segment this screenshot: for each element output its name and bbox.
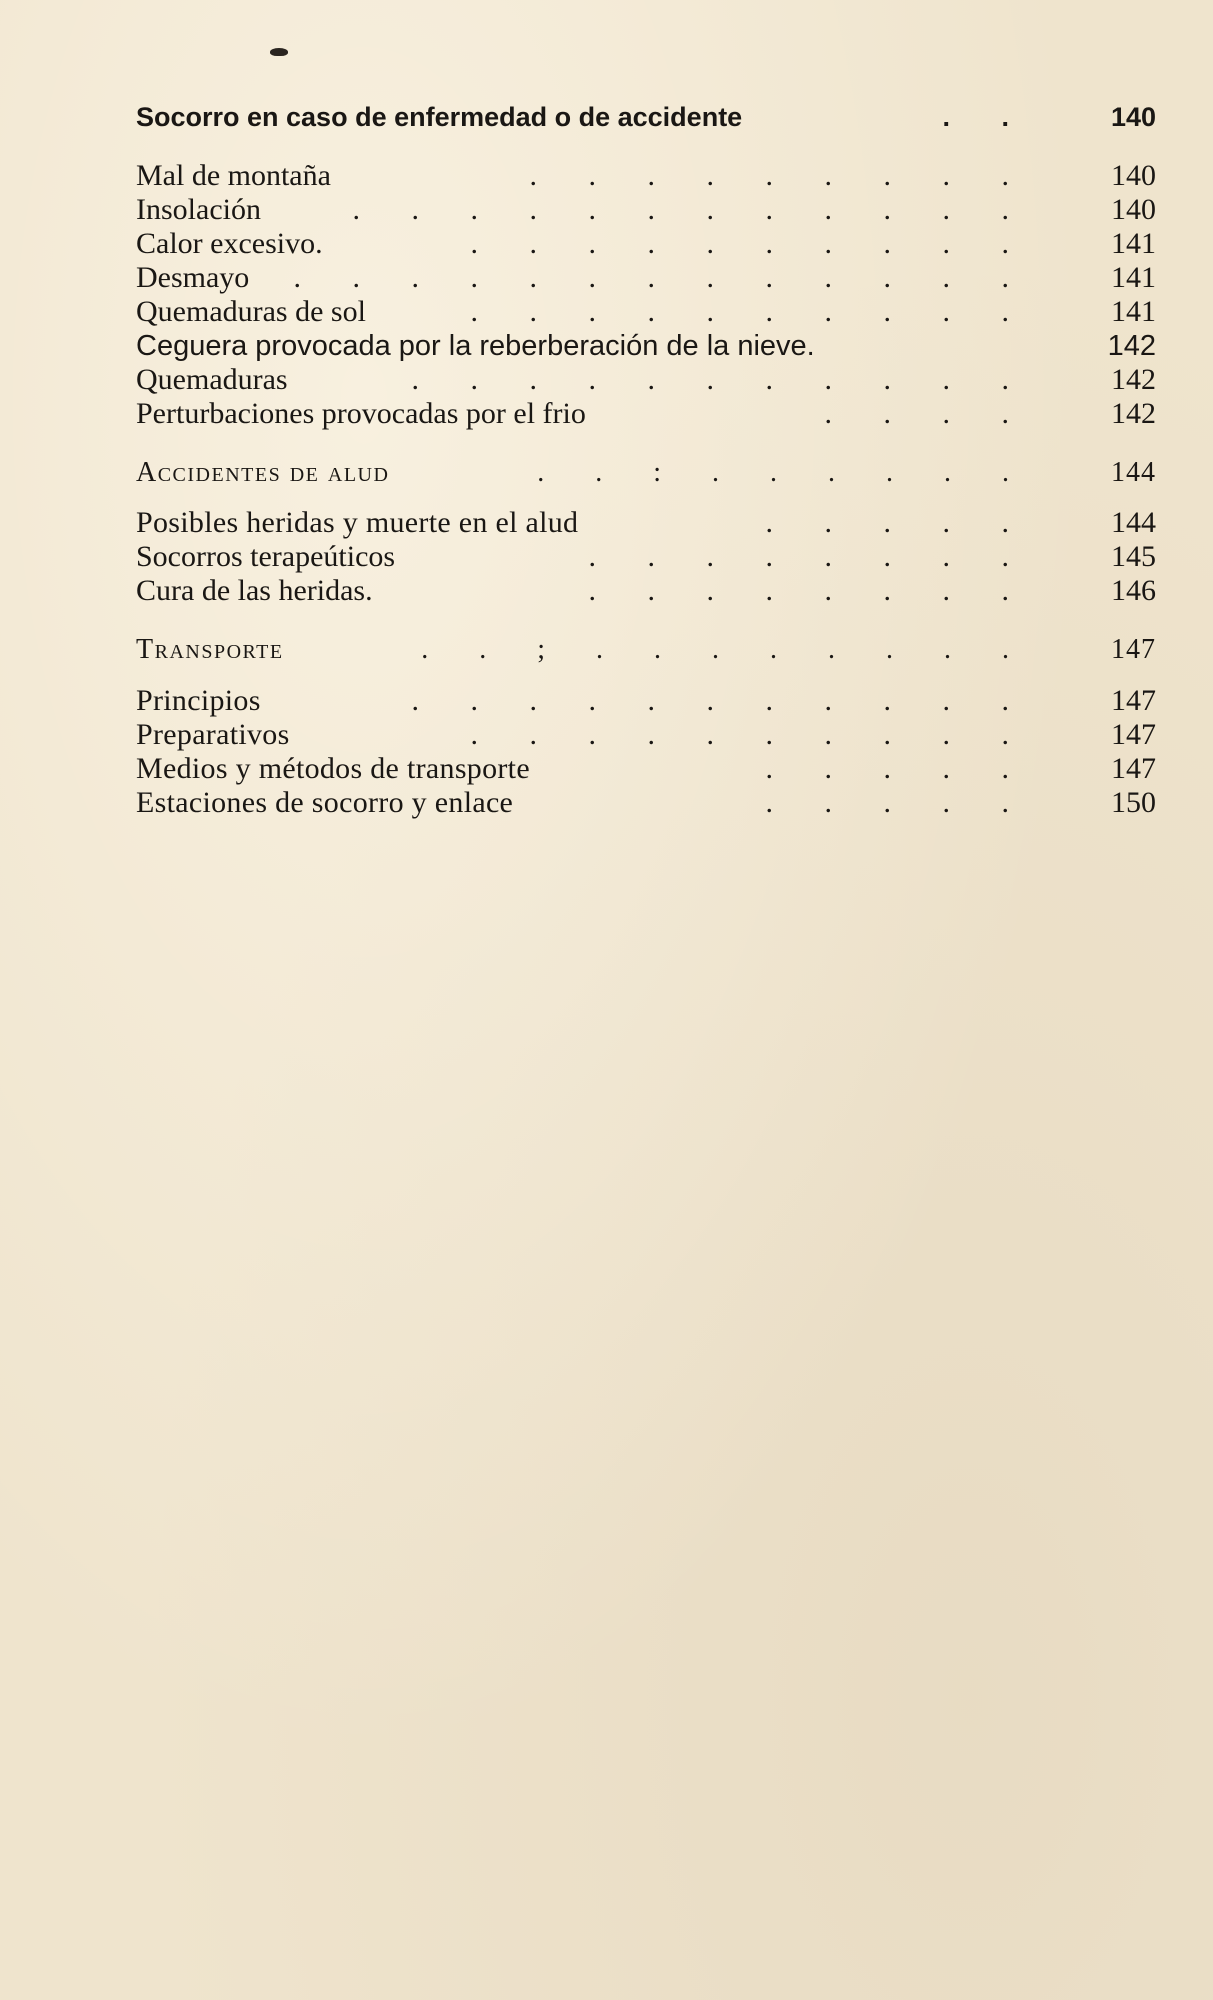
ink-mark — [270, 48, 288, 56]
dot-leader: . . . . . . . . . . . — [411, 363, 1031, 396]
dot-leader: . . ; . . . . . . . . — [421, 634, 1031, 665]
toc-entry-page: 147 — [1111, 718, 1156, 751]
toc-entry — [136, 193, 1156, 227]
toc-entry-page: 144 — [1111, 506, 1156, 539]
toc-entry — [136, 506, 1156, 540]
dot-leader: . . . . . . . . — [588, 574, 1031, 607]
toc-entry-label: Perturbaciones provocadas por el frio — [136, 397, 586, 430]
dot-leader: . . . . . . . . — [588, 540, 1031, 573]
toc-entry-page: 141 — [1111, 295, 1156, 328]
toc-entry-page: 147 — [1111, 684, 1156, 717]
toc-entry-label: Medios y métodos de transporte — [136, 752, 530, 785]
dot-leader: . . : . . . . . . — [537, 457, 1031, 488]
toc-heading-page: 147 — [1111, 634, 1156, 665]
dot-leader: . . . . . . . . . . . — [411, 684, 1031, 717]
toc-entry-page: 146 — [1111, 574, 1156, 607]
toc-entry — [136, 329, 1156, 363]
toc-entry — [136, 363, 1156, 397]
toc-entry-page: 150 — [1111, 786, 1156, 819]
toc-heading-label: Accidentes de alud — [136, 457, 390, 488]
toc-heading-page: 144 — [1111, 457, 1156, 488]
dot-leader: . . . . . . . . . . — [470, 295, 1031, 328]
toc-entry-page: 142 — [1111, 397, 1156, 430]
toc-section-heading — [136, 456, 1156, 490]
toc-entry-page: 142 — [1107, 330, 1156, 362]
dot-leader: . . . . . . . . . . — [470, 718, 1031, 751]
toc-entry-label: Cura de las heridas. — [136, 574, 373, 607]
toc-entry — [136, 159, 1156, 193]
toc-entry — [136, 786, 1156, 820]
toc-entry — [136, 752, 1156, 786]
toc-entry-page: 141 — [1111, 261, 1156, 294]
toc-entry — [136, 261, 1156, 295]
toc-entry-label: Insolación — [136, 193, 261, 226]
toc-entry-label: Principios — [136, 684, 261, 717]
toc-entry-label: Preparativos — [136, 718, 290, 751]
toc-entry-label: Quemaduras — [136, 363, 288, 396]
toc-entry-page: 140 — [1111, 193, 1156, 226]
toc-entry-page: 142 — [1111, 363, 1156, 396]
toc-section-heading — [136, 633, 1156, 667]
dot-leader: . . . . . — [765, 752, 1031, 785]
toc-entry — [136, 684, 1156, 718]
toc-entry-page: 147 — [1111, 752, 1156, 785]
toc-entry-page: 140 — [1111, 159, 1156, 192]
toc-entry-page: 141 — [1111, 227, 1156, 260]
toc-entry — [136, 718, 1156, 752]
toc-entry-label: Calor excesivo. — [136, 227, 323, 260]
dot-leader: . . . . . — [765, 786, 1031, 819]
toc-entry-label: Socorros terapeúticos — [136, 540, 396, 573]
toc-section-heading — [136, 100, 1156, 134]
toc-entry-label: Ceguera provocada por la reberberación de la nieve. — [136, 330, 815, 362]
toc-entry — [136, 540, 1156, 574]
dot-leader: . . . . . — [765, 506, 1031, 539]
dot-leader: . . . . . . . . . — [529, 159, 1031, 192]
toc-entry-label: Quemaduras de sol — [136, 295, 366, 328]
toc-entry-page: 145 — [1111, 540, 1156, 573]
toc-entry-label: Posibles heridas y muerte en el alud — [136, 506, 579, 539]
dot-leader: . . . . . . . . . . . . . — [293, 261, 1031, 294]
toc-heading-page: 140 — [1110, 102, 1156, 132]
toc-heading-label: Transporte — [136, 634, 284, 665]
toc-entry-label: Mal de montaña — [136, 159, 331, 192]
toc-entry-label: Desmayo — [136, 261, 250, 294]
toc-heading-label: Socorro en caso de enfermedad o de accidente — [136, 102, 743, 132]
dot-leader: . . . . . . . . . . . . — [352, 193, 1031, 226]
toc-entry — [136, 397, 1156, 431]
toc-entry — [136, 574, 1156, 608]
dot-leader: . . . . — [824, 397, 1031, 430]
dot-leader: . . — [942, 102, 1031, 132]
toc-entry — [136, 295, 1156, 329]
toc-entry-label: Estaciones de socorro y enlace — [136, 786, 514, 819]
dot-leader: . . . . . . . . . . — [470, 227, 1031, 260]
toc-entry — [136, 227, 1156, 261]
